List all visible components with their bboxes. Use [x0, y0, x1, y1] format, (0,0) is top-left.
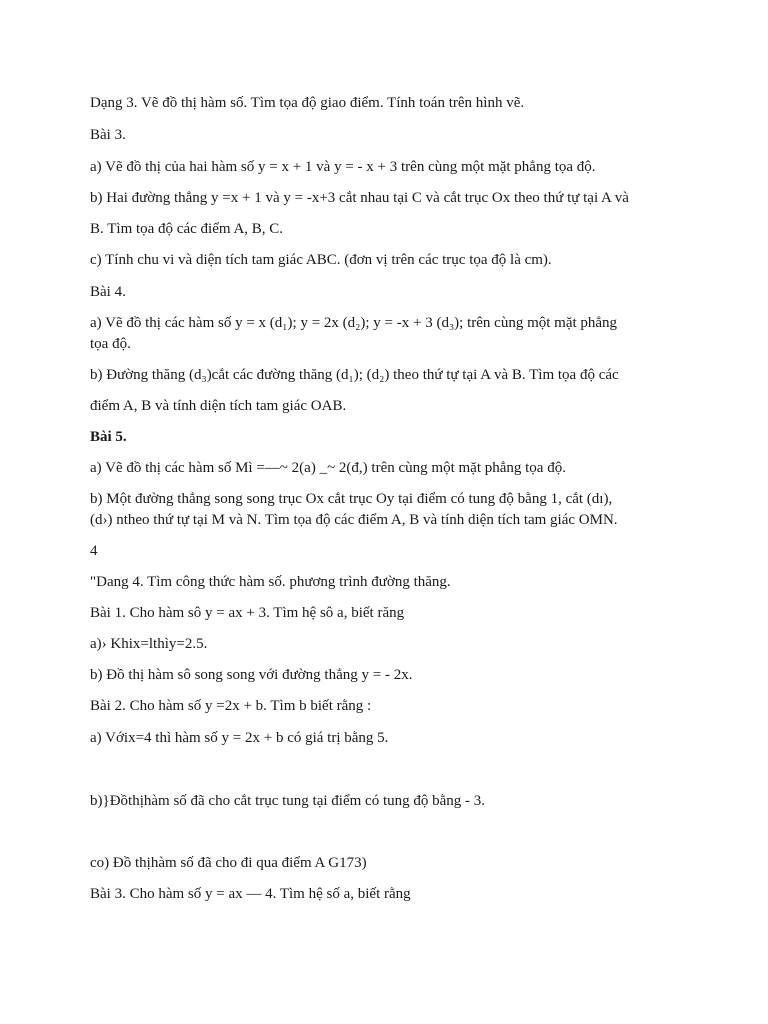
- exercise-text: co) Đồ thịhàm số đã cho đi qua điểm A G173): [90, 855, 367, 871]
- exercise-text: b)}Đồthịhàm số đã cho cắt trục tung tại điểm có tung độ bằng - 3.: [90, 793, 486, 809]
- exercise-text: (d›) ntheo thứ tự tại M và N. Tìm tọa độ các điểm A, B và tính diện tích tam giác OMN.: [90, 512, 618, 528]
- exercise-text: B. Tìm tọa độ các điểm A, B, C.: [90, 221, 284, 237]
- exercise-title-bai-3: Bài 3.: [90, 127, 126, 143]
- exercise-title-bai-3b: Bài 3. Cho hàm số y = ax — 4. Tìm hệ số a, biết rằng: [90, 886, 411, 902]
- exercise-title-bai-4: Bài 4.: [90, 284, 126, 300]
- section-heading-dang-3: Dạng 3. Vẽ đồ thị hàm số. Tìm tọa độ giao điểm. Tính toán trên hình vẽ.: [90, 95, 525, 111]
- exercise-text: b) Hai đường thẳng y =x + 1 và y = -x+3 cắt nhau tại C và cắt trục Ox theo thứ tự tại A và: [90, 190, 629, 206]
- exercise-text: a)› Khix=lthìy=2.5.: [90, 636, 208, 652]
- exercise-title-bai-1: Bài 1. Cho hàm sô y = ax + 3. Tìm hệ sô a, biết răng: [90, 605, 405, 621]
- exercise-text: b) Một đường thẳng song song trục Ox cắt trục Oy tại điểm có tung độ bằng 1, cắt (dı),: [90, 491, 613, 507]
- exercise-text: a) Vẽ đồ thị các hàm số y = x (d₁); y = 2x (d₂); y = -x + 3 (d₃); trên cùng một mặt phẳng: [90, 315, 618, 331]
- exercise-text: a) Vẽ đồ thị các hàm số Mì =—~ 2(a) _~ 2(đ,) trên cùng một mặt phẳng tọa độ.: [90, 460, 566, 476]
- section-heading-dang-4: "Dang 4. Tìm công thức hàm số. phương trình đường thăng.: [90, 574, 451, 590]
- exercise-text: a) Vẽ đồ thị của hai hàm số y = x + 1 và y = - x + 3 trên cùng một mặt phẳng tọa độ.: [90, 159, 596, 175]
- exercise-title-bai-5: Bài 5.: [90, 429, 127, 445]
- exercise-text: b) Đồ thị hàm sô song song với đường thẳng y = - 2x.: [90, 667, 413, 683]
- exercise-text: điểm A, B và tính diện tích tam giác OAB.: [90, 398, 347, 414]
- exercise-text: c) Tính chu vi và diện tích tam giác ABC. (đơn vị trên các trục tọa độ là cm).: [90, 252, 552, 268]
- exercise-text: b) Đường thăng (d₃)cắt các đường thăng (d₁); (d₂) theo thứ tự tại A và B. Tìm tọa độ các: [90, 367, 619, 383]
- exercise-text: a) Vớix=4 thì hàm số y = 2x + b có giá trị bằng 5.: [90, 730, 389, 746]
- exercise-text: tọa độ.: [90, 336, 131, 352]
- page-number: 4: [90, 543, 98, 559]
- exercise-title-bai-2: Bài 2. Cho hàm số y =2x + b. Tìm b biết rằng :: [90, 698, 372, 714]
